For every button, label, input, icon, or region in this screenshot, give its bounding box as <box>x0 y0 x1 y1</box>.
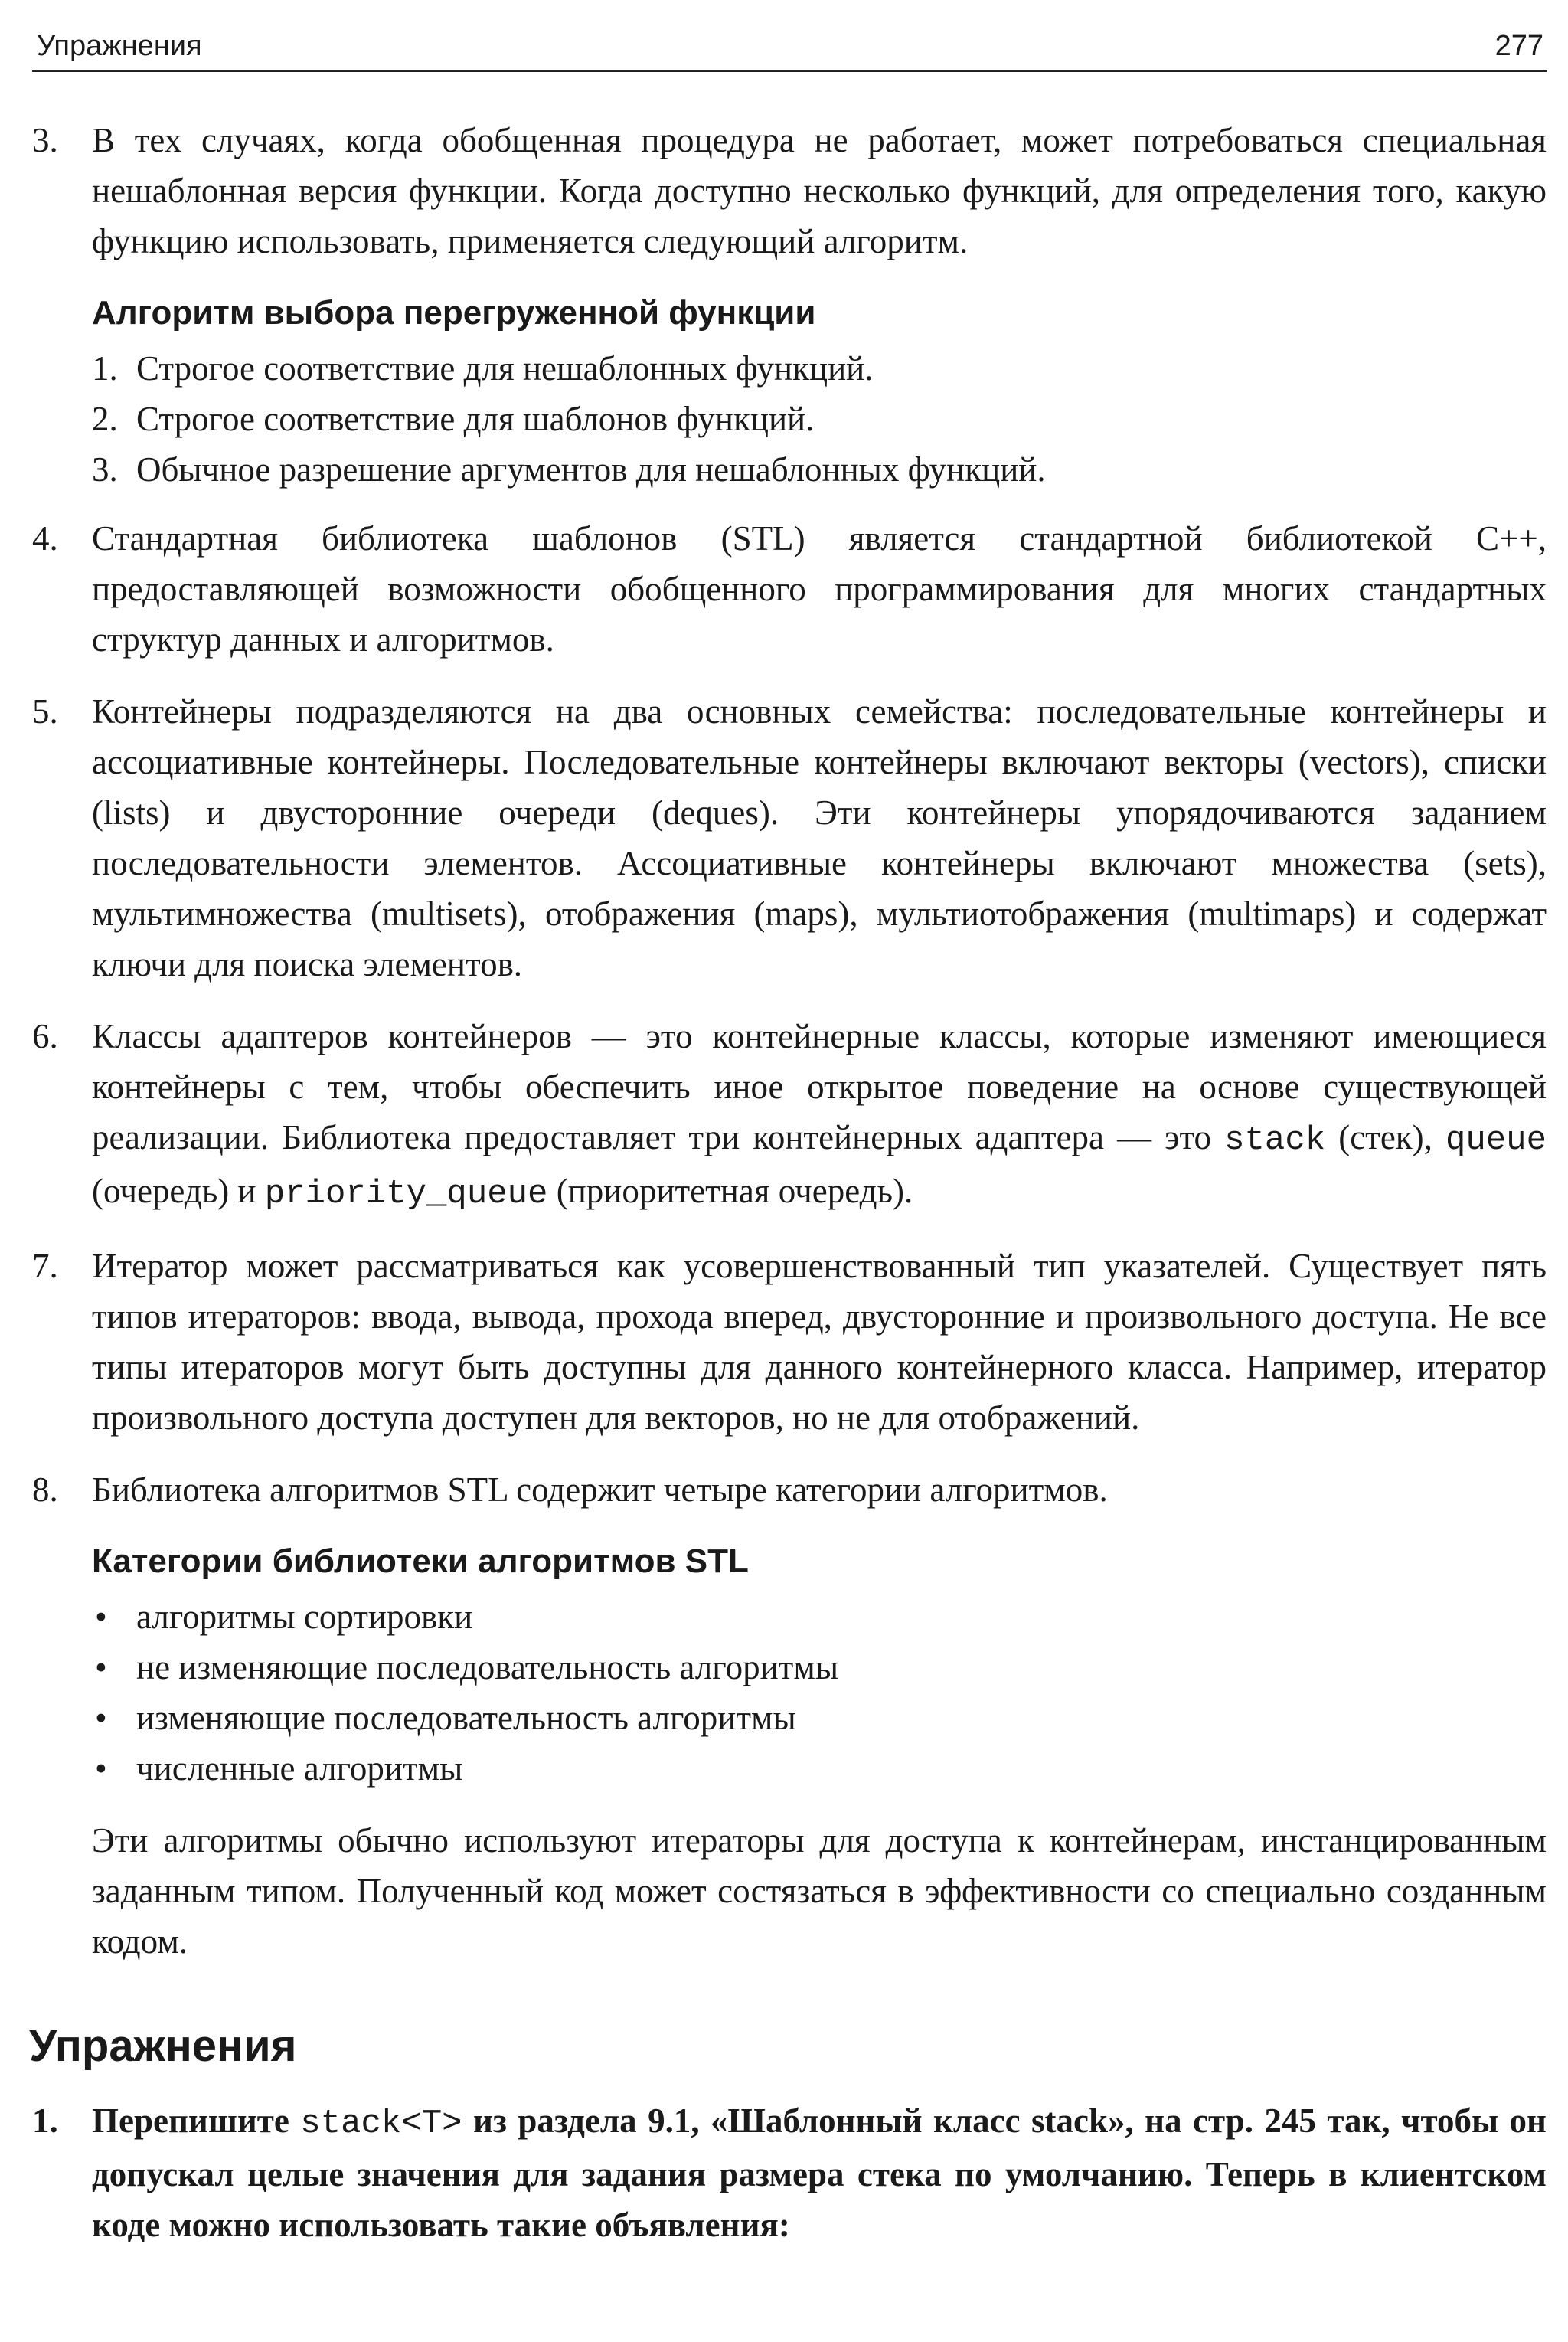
code-stack-template: stack<T> <box>300 2105 462 2143</box>
page-number: 277 <box>1494 30 1544 62</box>
exercise-text <box>92 2095 1547 2250</box>
text-segment: из раздела 9.1, «Шаблонный класс stack», на стр. 245 так, чтобы он допускал целые значения для задания размера стека по умолчанию. Теперь в клиентском коде можно использовать такие объявления: <box>92 2102 1547 2244</box>
closing-paragraph: Эти алгоритмы обычно используют итераторы для доступа к контейнерам, инстанцированным заданным типом. Полученный код может состязаться в эффективности со специально созданным кодом. <box>92 1821 1547 1961</box>
text-segment: Перепишите <box>92 2102 301 2140</box>
text-segment: (приоритетная очередь). <box>547 1172 913 1210</box>
step-text: Строгое соответствие для шаблонов функций. <box>136 400 815 438</box>
running-header <box>32 21 1547 72</box>
item-number: 5. <box>32 692 58 731</box>
list-item <box>92 1642 1547 1693</box>
summary-item-4 <box>32 513 1547 665</box>
code-stack: stack <box>1224 1121 1326 1160</box>
text-segment: Классы адаптеров контейнеров — это контейнерные классы, которые изменяют имеющиеся контейнеры с тем, чтобы обеспечить иное открытое поведение на основе существующей реализации. Библиотека предоставляет три контейнерных адаптера — это <box>92 1017 1547 1156</box>
item-text: Контейнеры подразделяются на два основных семейства: последовательные контейнеры и ассоциативные контейнеры. Последовательные контейнеры включают векторы (vectors), списки (lists) и двусторонние очереди (deques). Эти контейнеры упорядочиваются заданием последовательности элементов. Ассоциативные контейнеры включают множества (sets), мультимножества (multisets), отображения (maps), мультиотображения (multimaps) и содержат ключи для поиска элементов. <box>92 692 1547 983</box>
item-number: 8. <box>32 1470 58 1509</box>
item-number: 3. <box>32 121 58 159</box>
summary-item-3 <box>32 115 1547 267</box>
list-item <box>92 343 1547 394</box>
bullet-text: не изменяющие последовательность алгоритмы <box>136 1648 839 1686</box>
exercise-item-1 <box>32 2095 1547 2250</box>
step-number: 3. <box>92 450 118 489</box>
item-text <box>92 1011 1547 1219</box>
summary-item-8 <box>32 1464 1547 1515</box>
text-segment: (стек), <box>1325 1118 1446 1156</box>
item-number: 4. <box>32 519 58 558</box>
running-header-title: Упражнения <box>37 30 202 62</box>
bullet-icon: • <box>95 1598 107 1636</box>
item-text: В тех случаях, когда обобщенная процедура не работает, может потребоваться специальная нешаблонная версия функции. Когда доступно несколько функций, для определения того, какую функцию использовать, применяется следующий алгоритм. <box>92 121 1547 260</box>
list-item <box>92 394 1547 444</box>
subheading-stl-categories: Категории библиотеки алгоритмов STL <box>92 1542 749 1580</box>
item-text: Итератор может рассматриваться как усовершенствованный тип указателей. Существует пять типов итераторов: ввода, вывода, прохода вперед, двусторонние и произвольного доступа. Не все типы итераторов могут быть доступны для данного контейнерного класса. Например, итератор произвольного доступа доступен для векторов, но не для отображений. <box>92 1247 1547 1437</box>
summary-item-5 <box>32 686 1547 989</box>
list-item <box>92 1743 1547 1794</box>
item-text: Библиотека алгоритмов STL содержит четыре категории алгоритмов. <box>92 1470 1108 1509</box>
step-number: 2. <box>92 400 118 438</box>
subheading-overload-algorithm: Алгоритм выбора перегруженной функции <box>92 294 816 332</box>
bullet-icon: • <box>95 1648 107 1686</box>
list-item <box>92 444 1547 495</box>
bullet-text: изменяющие последовательность алгоритмы <box>136 1699 796 1737</box>
item-text: Стандартная библиотека шаблонов (STL) является стандартной библиотекой C++, предоставляющей возможности обобщенного программирования для многих стандартных структур данных и алгоритмов. <box>92 519 1547 659</box>
step-number: 1. <box>92 349 118 388</box>
bullet-text: алгоритмы сортировки <box>136 1598 473 1636</box>
item-number: 7. <box>32 1247 58 1285</box>
summary-item-7 <box>32 1241 1547 1443</box>
bullet-icon: • <box>95 1749 107 1788</box>
step-text: Обычное разрешение аргументов для нешаблонных функций. <box>136 450 1046 489</box>
bullet-text: численные алгоритмы <box>136 1749 463 1788</box>
summary-item-6 <box>32 1011 1547 1219</box>
list-item <box>92 1591 1547 1642</box>
code-priority-queue: priority_queue <box>264 1175 548 1213</box>
text-segment: (очередь) и <box>92 1172 265 1210</box>
list-item <box>92 1693 1547 1743</box>
bullet-icon: • <box>95 1699 107 1737</box>
item-number: 6. <box>32 1017 58 1055</box>
code-queue: queue <box>1445 1121 1547 1160</box>
exercise-number: 1. <box>32 2102 58 2140</box>
stl-categories-list <box>92 1591 1547 1794</box>
main-column <box>29 115 1547 2272</box>
section-heading-exercises: Упражнения <box>29 2021 297 2071</box>
overload-steps-list <box>92 343 1547 495</box>
step-text: Строгое соответствие для нешаблонных функций. <box>136 349 874 388</box>
